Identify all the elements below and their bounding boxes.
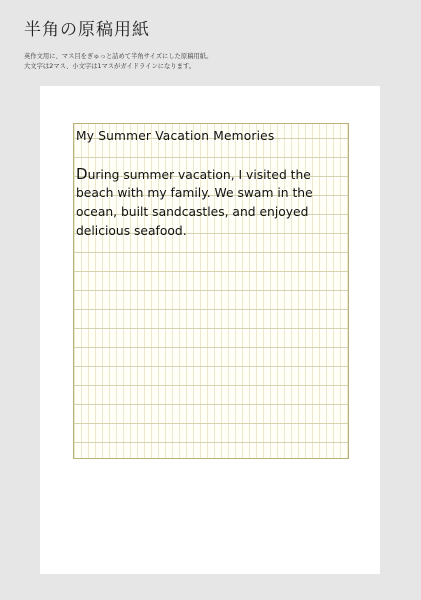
page-header <box>24 20 404 71</box>
blank-row <box>76 146 346 165</box>
essay-line <box>76 165 346 184</box>
essay-line: ocean, built sandcastles, and enjoyed <box>76 205 309 219</box>
description-line: 英作文用に、マス目をぎゅっと詰めて半角サイズにした原稿用紙。 <box>24 53 213 60</box>
drop-capital: D <box>76 165 88 183</box>
essay-title: My Summer Vacation Memories <box>76 129 275 143</box>
description-line: 大文字は2マス、小文字は1マスがガイドラインになります。 <box>24 62 196 70</box>
essay-content <box>76 127 346 241</box>
essay-line: delicious seafood. <box>76 224 187 238</box>
essay-line-text: uring summer vacation, I visited the <box>87 168 311 182</box>
page-title: 半角の原稿用紙 <box>24 20 150 40</box>
essay-line: beach with my family. We swam in the <box>76 186 313 200</box>
page-description <box>24 52 404 71</box>
